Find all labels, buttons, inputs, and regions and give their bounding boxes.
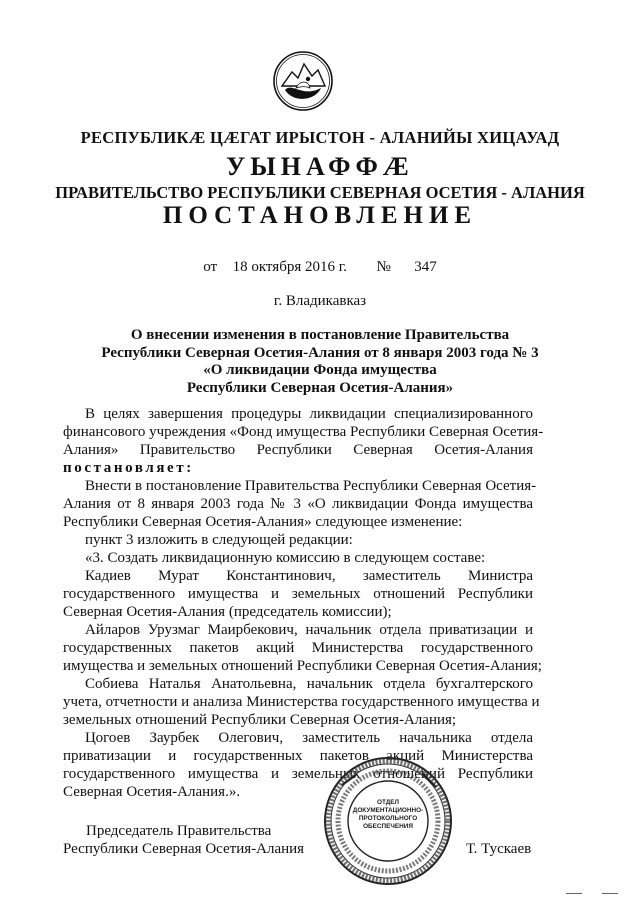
scan-artifact-mark (566, 893, 582, 894)
body-line: Кадиев Мурат Константинович, заместитель Министра (85, 568, 533, 584)
body-line: Цогоев Заурбек Олегович, заместитель начальника отдела (85, 730, 533, 746)
coat-of-arms-emblem (272, 50, 334, 112)
seal-line: ДОКУМЕНТАЦИОННО- (352, 807, 424, 814)
body-line: земельных отношений Республики Северная Осетия-Алания; (63, 712, 457, 728)
document-date: 18 октября 2016 г. (232, 259, 347, 275)
body-line: Айларов Урузмаг Маирбекович, начальник отдела приватизации и (85, 622, 533, 638)
russian-government-header: ПРАВИТЕЛЬСТВО РЕСПУБЛИКИ СЕВЕРНАЯ ОСЕТИЯ - АЛАНИЯ (55, 183, 585, 202)
title-line: О внесении изменения в постановление Правительства (130, 327, 510, 343)
body-line: государственного имущества и земельных отношений Республики (63, 586, 533, 602)
body-line: имущества и земельных отношений Республики Северная Осетия-Алания; (63, 658, 542, 674)
body-line: Алания» Правительство Республики Северная Осетия-Алания (63, 442, 533, 458)
body-line: Северная Осетия-Алания (председатель комиссии); (63, 604, 392, 620)
city: г. Владикавказ (273, 293, 367, 309)
body-line: Внести в постановление Правительства Республики Северная Осетия- (85, 478, 537, 494)
date-prefix: от (203, 259, 218, 275)
seal-line: ОТДЕЛ (376, 799, 399, 806)
body-line: учета, отчетности и анализа Министерства государственного имущества и (63, 694, 540, 710)
scan-artifact-mark (602, 893, 618, 894)
title-line: Республики Северная Осетия-Алания» (186, 379, 454, 396)
body-line: Алания от 8 января 2003 года № 3 «О ликвидации Фонда имущества (63, 496, 533, 512)
body-line: Северная Осетия-Алания.». (63, 784, 241, 800)
seal-line: ОБЕСПЕЧЕНИЯ (363, 823, 413, 830)
ossetian-government-header: РЕСПУБЛИКӔ ЦӔГАТ ИРЫСТОН - АЛАНИЙЫ ХИЦАУАД (80, 128, 560, 147)
signer-name: Т. Тускаев (466, 841, 532, 857)
body-line: пункт 3 изложить в следующей редакции: (85, 532, 353, 548)
number-sign: № (376, 259, 391, 275)
document-title (0, 327, 640, 397)
signer-position-line: Председатель Правительства (86, 823, 272, 839)
document-type-heading: ПОСТАНОВЛЕНИЕ (162, 202, 478, 229)
document-number: 347 (414, 259, 437, 275)
body-line: государственных пакетов акций Министерства государственного (63, 640, 533, 656)
date-number-line (0, 259, 640, 276)
title-line: «О ликвидации Фонда имущества (203, 362, 437, 378)
body-line: «3. Создать ликвидационную комиссию в следующем составе: (85, 550, 486, 566)
body-line: В целях завершения процедуры ликвидации специализированного (85, 406, 533, 422)
signer-position-line: Республики Северная Осетия-Алания (63, 841, 305, 857)
body-line: Собиева Наталья Анатольевна, начальник отдела бухгалтерского (85, 676, 533, 692)
title-line: Республики Северная Осетия-Алания от 8 января 2003 года № 3 (101, 344, 539, 361)
seal-inner-text (352, 799, 424, 831)
resolves-word: постановляет: (63, 460, 194, 476)
body-line: государственного имущества и земельных отношений Республики (63, 766, 533, 782)
seal-line: ПРОТОКОЛЬНОГО (358, 815, 418, 822)
body-line: приватизации и государственных пакетов акций Министерства (63, 748, 533, 764)
body-line: финансового учреждения «Фонд имущества Республики Северная Осетия- (63, 424, 544, 440)
ossetian-doc-type: УЫНАФФӔ (226, 152, 414, 181)
body-line: Республики Северная Осетия-Алания» следующее изменение: (63, 514, 463, 530)
